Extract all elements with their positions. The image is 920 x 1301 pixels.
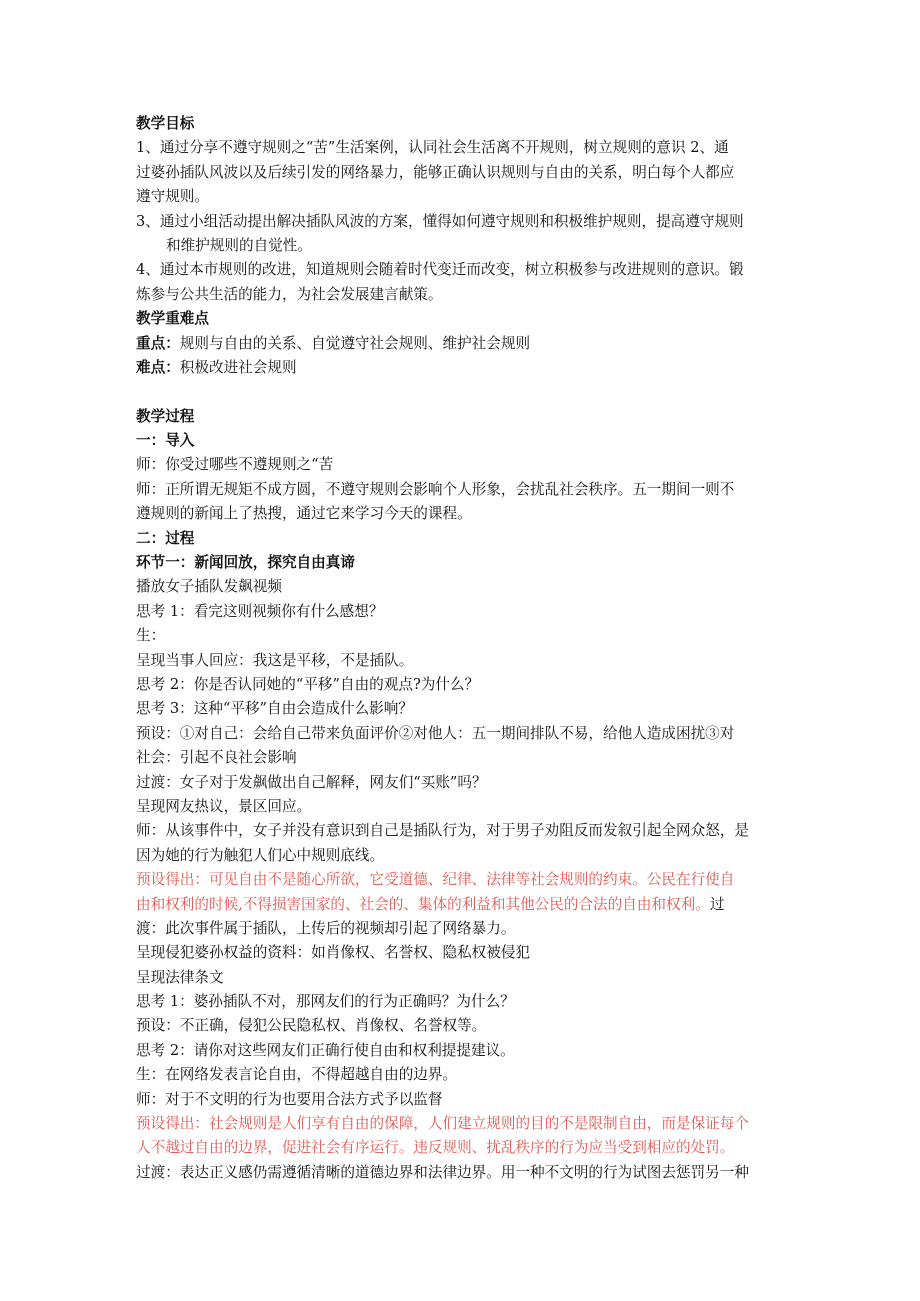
hard-point-text: 积极改进社会规则 xyxy=(179,358,297,376)
goals-line: 炼参与公共生活的能力，为社会发展建言献策。 xyxy=(136,285,443,303)
segment-heading: 环节一：新闻回放，探究自由真谛 xyxy=(136,554,355,572)
highlight-conclusion-line: 人不越过自由的边界，促进社会有序运行。违反规则、扰乱秩序的行为应当受到相应的处罚。 xyxy=(136,1139,735,1157)
spacer xyxy=(136,380,786,404)
process-line: 播放女子插队发飙视频 xyxy=(136,578,282,596)
highlight-conclusion-line: 预设得出：社会规则是人们享有自由的保障，人们建立规则的目的不是限制自由，而是保证每个 xyxy=(136,1115,749,1133)
process-line: 师：从该事件中，女子并没有意识到自己是插队行为，对于男子劝阻反而发叙引起全网众怒，是 xyxy=(136,822,749,840)
process-line: 思考 1：婆孙插队不对，那网友们的行为正确吗？为什么？ xyxy=(136,993,515,1011)
process-line: 因为她的行为触犯人们心中规则底线。 xyxy=(136,846,385,864)
highlight-conclusion-text: 由和权利的时候,不得损害国家的、社会的、集体的利益和其他公民的合法的自由和权利。 xyxy=(136,895,710,913)
intro-line: 师：你受过哪些不遵规则之“苦 xyxy=(136,456,334,474)
process-line: 社会：引起不良社会影响 xyxy=(136,749,297,767)
process-line: 渡：此次事件属于插队，上传后的视频却引起了网络暴力。 xyxy=(136,919,516,937)
highlight-conclusion-line xyxy=(136,893,786,917)
process-line: 呈现网友热议，景区回应。 xyxy=(136,797,312,815)
process-line: 预设：不正确，侵犯公民隐私权、肖像权、名誉权等。 xyxy=(136,1017,487,1035)
process-line: 过渡：女子对于发飙做出自己解释，网友们“买账”吗？ xyxy=(136,773,487,791)
process-heading: 教学过程 xyxy=(136,407,195,425)
process-line: 师：对于不文明的行为也要用合法方式予以监督 xyxy=(136,1090,443,1108)
key-point-label: 重点： xyxy=(136,334,180,352)
hard-point-label: 难点： xyxy=(136,358,180,376)
key-point-text: 规则与自由的关系、自觉遵守社会规则、维护社会规则 xyxy=(179,334,531,352)
process-line: 呈现法律条文 xyxy=(136,968,224,986)
process-line: 思考 2：你是否认同她的“平移”自由的观点?为什么？ xyxy=(136,675,480,693)
goals-line: 和维护规则的自觉性。 xyxy=(166,236,312,254)
process-line: 思考 1：看完这则视频你有什么感想？ xyxy=(136,602,384,620)
goals-line: 3、通过小组活动提出解决插队风波的方案，懂得如何遵守规则和积极维护规则，提高遵守规则 xyxy=(136,212,744,230)
hard-point-line xyxy=(136,356,786,380)
goals-heading: 教学目标 xyxy=(136,115,195,132)
intro-heading: 一：导入 xyxy=(136,432,195,450)
goals-line: 1、通过分享不遵守规则之“苦”生活案例，认同社会生活离不开规则，树立规则的意识 2、通 xyxy=(136,139,729,157)
goals-line: 遵守规则。 xyxy=(136,188,209,206)
process-line: 思考 3：这种“平移”自由会造成什么影响？ xyxy=(136,700,413,718)
process-line: 呈现当事人回应：我这是平移，不是插队。 xyxy=(136,651,414,669)
keypoints-heading: 教学重难点 xyxy=(136,310,209,328)
intro-line: 遵规则的新闻上了热搜，通过它来学习今天的课程。 xyxy=(136,505,472,523)
process-line: 过渡：表达正义感仍需遵循清晰的道德边界和法律边界。用一种不文明的行为试图去惩罚另一种 xyxy=(136,1163,749,1181)
process-line: 预设：①对自己：会给自己带来负面评价②对他人：五一期间排队不易，给他人造成困扰③对 xyxy=(136,724,735,742)
process-subheading: 二：过程 xyxy=(136,529,195,547)
key-point-line xyxy=(136,332,786,356)
highlight-conclusion-line: 预设得出：可见自由不是随心所欲，它受道德、纪律、法律等社会规则的约束。公民在行使自 xyxy=(136,871,735,889)
process-line: 生： xyxy=(136,627,166,645)
goals-line: 4、通过本市规则的改进，知道规则会随着时代变迁而改变，树立积极参与改进规则的意识。锻 xyxy=(136,261,744,279)
process-line: 生：在网络发表言论自由，不得超越自由的边界。 xyxy=(136,1066,458,1084)
transition-start-text: 过 xyxy=(709,895,725,913)
intro-line: 师：正所谓无规矩不成方圆，不遵守规则会影响个人形象，会扰乱社会秩序。五一期间一则不 xyxy=(136,480,735,498)
document-body xyxy=(136,112,786,1185)
goals-line: 过婆孙插队风波以及后续引发的网络暴力，能够正确认识规则与自由的关系，明白每个人都应 xyxy=(136,163,735,181)
process-line: 思考 2：请你对这些网友们正确行使自由和权利提提建议。 xyxy=(136,1041,515,1059)
process-line: 呈现侵犯婆孙权益的资料：如肖像权、名誉权、隐私权被侵犯 xyxy=(136,944,531,962)
